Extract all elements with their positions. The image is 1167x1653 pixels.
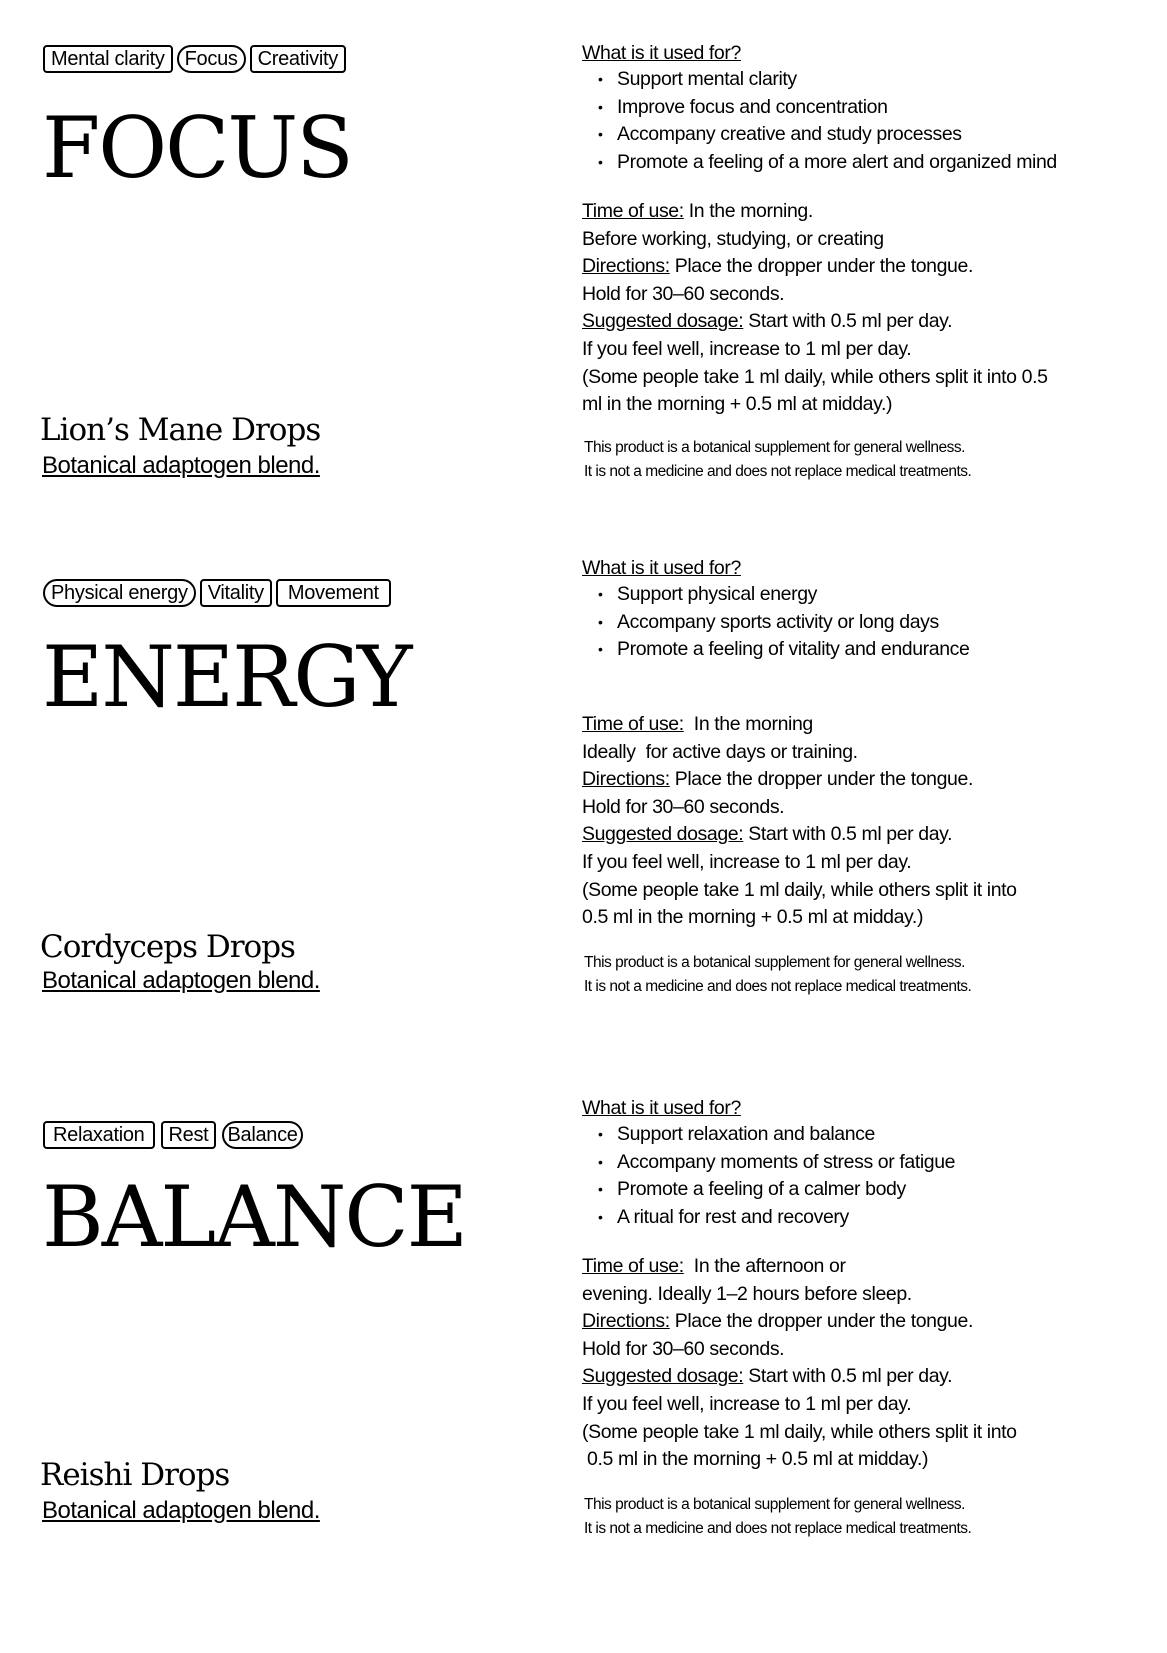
- usage-info: [582, 711, 1017, 932]
- directions-line2: Hold for 30–60 seconds.: [582, 1337, 785, 1360]
- product-name: Lion’s Mane Drops: [40, 412, 321, 448]
- product-left-column: [40, 1124, 520, 1647]
- usage-info: [582, 198, 1048, 419]
- list-item: • Accompany creative and study processes: [582, 121, 1057, 149]
- disclaimer-line: It is not a medicine and does not replace medical treatments.: [584, 463, 972, 480]
- directions-text: Place the dropper under the tongue.: [669, 255, 973, 278]
- list-item: • Accompany moments of stress or fatigue: [582, 1149, 955, 1177]
- product-subtitle: Botanical adaptogen blend.: [42, 452, 320, 479]
- tag: Creativity: [250, 45, 346, 73]
- product-left-column: [40, 40, 520, 560]
- dosage-line3: (Some people take 1 ml daily, while others split it into 0.5: [582, 365, 1048, 388]
- product-section-balance: [0, 1097, 1167, 1647]
- dosage: [582, 1363, 1017, 1391]
- dosage-line2: If you feel well, increase to 1 ml per day.: [582, 337, 912, 360]
- dosage-label: Suggested dosage:: [582, 823, 744, 846]
- tag: Mental clarity: [43, 45, 173, 73]
- product-name: Cordyceps Drops: [40, 929, 295, 965]
- time-text: In the afternoon or: [683, 1255, 846, 1277]
- list-item: • Improve focus and concentration: [582, 94, 1057, 122]
- list-item: • Support physical energy: [582, 581, 969, 609]
- dosage-label: Suggested dosage:: [582, 310, 744, 333]
- directions-line2: Hold for 30–60 seconds.: [582, 795, 785, 818]
- dosage-line3: (Some people take 1 ml daily, while others split it into: [582, 1420, 1017, 1443]
- time-of-use: [582, 198, 1048, 226]
- product-section-energy: [0, 557, 1167, 1105]
- time-of-use: [582, 711, 1017, 739]
- dosage-text: Start with 0.5 ml per day.: [743, 1365, 953, 1388]
- directions: [582, 253, 1048, 281]
- list-item: • Accompany sports activity or long days: [582, 609, 969, 637]
- time-label: Time of use:: [582, 713, 684, 735]
- directions-label: Directions:: [582, 768, 670, 791]
- dosage: [582, 821, 1017, 849]
- tag-list: [43, 579, 391, 607]
- time-line2: Before working, studying, or creating: [582, 227, 884, 250]
- tag-list: [43, 45, 346, 73]
- dosage-line2: If you feel well, increase to 1 ml per day.: [582, 1392, 912, 1415]
- category-title: FOCUS: [42, 99, 352, 197]
- tag: Vitality: [200, 579, 272, 607]
- product-subtitle: Botanical adaptogen blend.: [42, 967, 320, 994]
- dosage-text: Start with 0.5 ml per day.: [743, 823, 953, 846]
- tag: Rest: [161, 1121, 217, 1149]
- dosage-line4: 0.5 ml in the morning + 0.5 ml at midday.): [582, 1448, 929, 1471]
- dosage-line2: If you feel well, increase to 1 ml per day.: [582, 850, 912, 873]
- list-item: • Support mental clarity: [582, 66, 1057, 94]
- uses-heading: What is it used for?: [582, 1097, 741, 1119]
- product-left-column: [40, 582, 520, 1105]
- time-text: In the morning.: [683, 200, 813, 222]
- category-title: BALANCE: [42, 1168, 466, 1266]
- directions-label: Directions:: [582, 255, 670, 278]
- time-label: Time of use:: [582, 200, 684, 222]
- product-right-column: [582, 557, 1142, 1105]
- uses-list: [582, 581, 969, 664]
- tag: Movement: [276, 579, 391, 607]
- tag-list: [43, 1121, 303, 1149]
- time-line2: Ideally for active days or training.: [582, 740, 858, 763]
- directions-text: Place the dropper under the tongue.: [669, 1310, 973, 1333]
- time-of-use: [582, 1253, 1017, 1281]
- disclaimer-line: This product is a botanical supplement for general wellness.: [584, 439, 965, 456]
- directions-line2: Hold for 30–60 seconds.: [582, 282, 785, 305]
- category-title: ENERGY: [42, 628, 411, 726]
- list-item: • Promote a feeling of a more alert and organized mind: [582, 149, 1057, 177]
- uses-list: [582, 1121, 955, 1231]
- directions-text: Place the dropper under the tongue.: [669, 768, 973, 791]
- disclaimer: [584, 951, 971, 999]
- product-section-focus: [0, 40, 1167, 560]
- dosage-line3: (Some people take 1 ml daily, while others split it into: [582, 878, 1017, 901]
- product-subtitle: Botanical adaptogen blend.: [42, 1497, 320, 1524]
- list-item: • Support relaxation and balance: [582, 1121, 955, 1149]
- dosage-text: Start with 0.5 ml per day.: [743, 310, 953, 333]
- dosage-line4: ml in the morning + 0.5 ml at midday.): [582, 393, 893, 416]
- tag: Physical energy: [43, 579, 196, 607]
- disclaimer-line: This product is a botanical supplement for general wellness.: [584, 954, 965, 971]
- uses-list: [582, 66, 1057, 176]
- disclaimer: [584, 436, 971, 484]
- list-item: • Promote a feeling of vitality and endurance: [582, 636, 969, 664]
- time-line2: evening. Ideally 1–2 hours before sleep.: [582, 1282, 912, 1305]
- product-right-column: [582, 1097, 1142, 1647]
- dosage-line4: 0.5 ml in the morning + 0.5 ml at midday.): [582, 906, 924, 929]
- list-item: • Promote a feeling of a calmer body: [582, 1176, 955, 1204]
- product-name: Reishi Drops: [40, 1457, 230, 1493]
- tag: Relaxation: [43, 1121, 155, 1149]
- dosage-label: Suggested dosage:: [582, 1365, 744, 1388]
- directions: [582, 766, 1017, 794]
- disclaimer-line: It is not a medicine and does not replace medical treatments.: [584, 978, 972, 995]
- tag: Focus: [177, 45, 246, 73]
- product-right-column: [582, 40, 1142, 560]
- directions-label: Directions:: [582, 1310, 670, 1333]
- usage-info: [582, 1253, 1017, 1474]
- time-text: In the morning: [683, 713, 813, 735]
- disclaimer-line: This product is a botanical supplement for general wellness.: [584, 1496, 965, 1513]
- tag: Balance: [222, 1121, 302, 1149]
- dosage: [582, 308, 1048, 336]
- disclaimer-line: It is not a medicine and does not replace medical treatments.: [584, 1520, 972, 1537]
- uses-heading: What is it used for?: [582, 557, 741, 579]
- directions: [582, 1308, 1017, 1336]
- time-label: Time of use:: [582, 1255, 684, 1277]
- list-item: • A ritual for rest and recovery: [582, 1204, 955, 1232]
- disclaimer: [584, 1493, 971, 1541]
- uses-heading: What is it used for?: [582, 42, 741, 64]
